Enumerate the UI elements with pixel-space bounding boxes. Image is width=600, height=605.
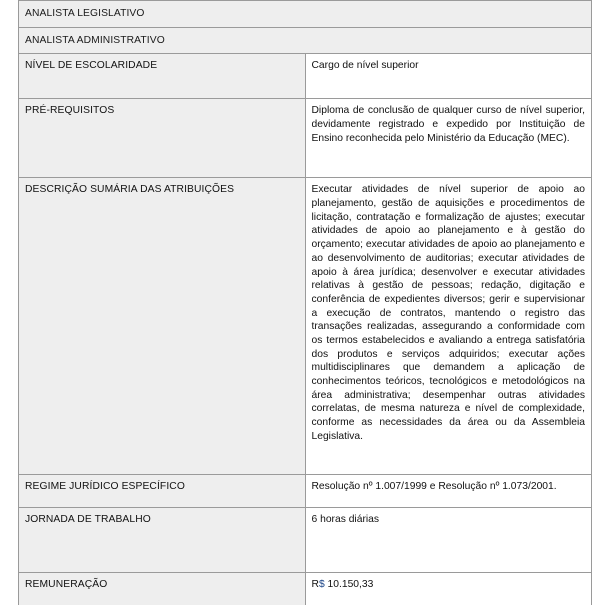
job-specification-table xyxy=(18,0,592,605)
row-label-escolaridade: NÍVEL DE ESCOLARIDADE xyxy=(19,54,306,99)
row-value-jornada: 6 horas diárias xyxy=(305,508,592,573)
table-row xyxy=(19,27,592,54)
row-value-remuneracao xyxy=(305,573,592,605)
table-row xyxy=(19,508,592,573)
currency-symbol-icon: $ xyxy=(318,579,325,591)
row-value-descricao-sumaria: Executar atividades de nível superior de apoio ao planejamento, gestão de aquisições e procedimentos de licitação, contratação e formalização de ajustes; executar atividades de apoio ao planejamento e à gestão do orçamento; executar atividades de apoio ao planejamento e ao desenvolvimento de auditorias; executar atividades de apoio à área jurídica; desenvolver e executar atividades relativas à gestão de pessoas; redação, digitação e conferência de expedientes diversos; gerir e supervisionar a execução de contratos, mantendo o registro das transações realizadas, assegurando a conformidade com os termos estabelecidos e avaliando a entrega satisfatória dos produtos e serviços adquiridos; executar ações multidisciplinares que demandem a aplicação de conhecimentos teóricos, tecnológicos e metodológicos na área administrativa; desempenhar outras atividades correlatas, de mesma natureza e nível de complexidade, conforme as necessidades da área ou da Assembleia Legislativa. xyxy=(305,178,592,475)
position-title-cell: ANALISTA ADMINISTRATIVO xyxy=(19,27,592,54)
career-title-cell: ANALISTA LEGISLATIVO xyxy=(19,1,592,28)
row-label-regime-juridico: REGIME JURÍDICO ESPECÍFICO xyxy=(19,475,306,508)
row-label-descricao-sumaria: DESCRIÇÃO SUMÁRIA DAS ATRIBUIÇÕES xyxy=(19,178,306,475)
remuneracao-amount: 10.150,33 xyxy=(324,579,374,591)
row-value-regime-juridico: Resolução nº 1.007/1999 e Resolução nº 1.073/2001. xyxy=(305,475,592,508)
table-row xyxy=(19,54,592,99)
table-row xyxy=(19,573,592,605)
remuneracao-prefix: R xyxy=(311,579,319,591)
table-row xyxy=(19,475,592,508)
row-label-jornada: JORNADA DE TRABALHO xyxy=(19,508,306,573)
table-row xyxy=(19,178,592,475)
row-label-prerequisitos: PRÉ-REQUISITOS xyxy=(19,99,306,178)
table-row xyxy=(19,99,592,178)
table-row xyxy=(19,1,592,28)
row-label-remuneracao: REMUNERAÇÃO xyxy=(19,573,306,605)
row-value-prerequisitos: Diploma de conclusão de qualquer curso de nível superior, devidamente registrado e expedido por Instituição de Ensino reconhecida pelo Ministério da Educação (MEC). xyxy=(305,99,592,178)
row-value-escolaridade: Cargo de nível superior xyxy=(305,54,592,99)
